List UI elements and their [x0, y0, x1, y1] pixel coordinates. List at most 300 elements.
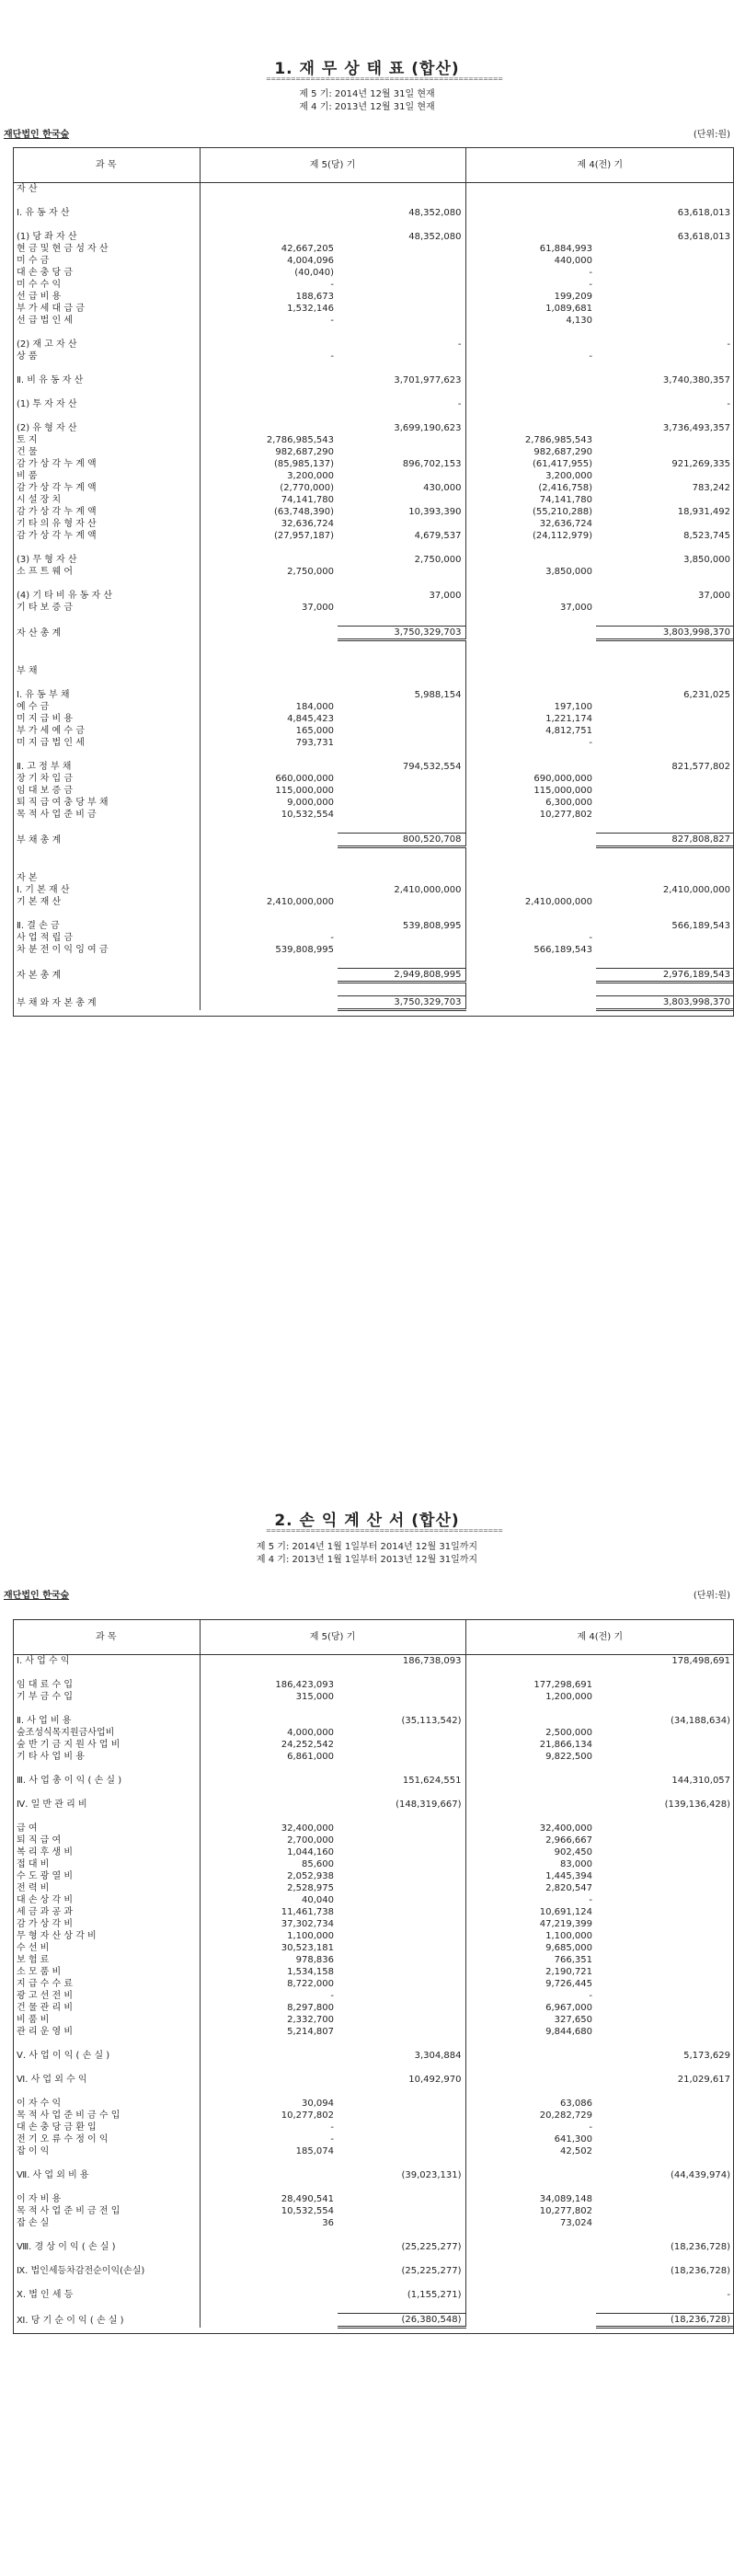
table-row — [13, 1823, 734, 1834]
prior-total-cell — [596, 267, 734, 279]
current-total-cell: (26,380,548) — [338, 2314, 465, 2328]
current-total-cell — [338, 410, 465, 422]
current-total-cell — [338, 896, 465, 908]
spacer-row — [13, 983, 734, 996]
prior-detail-cell: 1,100,000 — [465, 1930, 596, 1942]
prior-total-cell — [596, 896, 734, 908]
current-total-cell: 151,624,551 — [402, 1776, 462, 1786]
current-total-cell: (25,225,277) — [401, 2266, 462, 2276]
prior-detail-cell — [465, 2050, 596, 2062]
current-detail-cell — [200, 920, 338, 932]
table-row — [13, 1799, 734, 1811]
table-row — [13, 2193, 734, 2205]
current-total-cell — [338, 446, 465, 458]
prior-detail-cell: 2,500,000 — [465, 1727, 596, 1739]
current-detail-cell: - — [200, 932, 338, 944]
current-total-cell — [338, 1751, 465, 1763]
current-detail-cell — [200, 231, 338, 243]
prior-total-cell: 18,931,492 — [677, 507, 731, 517]
prior-detail-cell — [465, 374, 596, 386]
current-detail-cell: 37,000 — [200, 602, 338, 614]
account-cell — [13, 847, 200, 861]
prior-total-cell — [596, 518, 734, 530]
prior-detail-cell: 2,190,721 — [465, 1966, 596, 1978]
current-detail-cell: (63,748,390) — [200, 506, 338, 518]
current-total-cell — [338, 665, 465, 677]
prior-total-cell — [596, 1691, 734, 1703]
prior-detail-cell — [465, 2265, 596, 2277]
prior-detail-cell: 73,024 — [465, 2217, 596, 2229]
account-cell: 임 대 보 증 금 — [17, 786, 74, 796]
prior-total-cell — [596, 1787, 734, 1799]
table-row — [13, 872, 734, 884]
prior-total-cell — [596, 2217, 734, 2229]
current-total-cell: 430,000 — [423, 483, 462, 493]
spacer-row — [13, 542, 734, 554]
prior-detail-cell — [465, 183, 596, 196]
prior-total-cell — [596, 542, 734, 554]
prior-detail-cell — [465, 195, 596, 207]
current-total-cell — [338, 1834, 465, 1846]
prior-total-cell: 3,736,493,357 — [662, 423, 731, 433]
account-cell: 선 급 법 인 세 — [17, 316, 74, 326]
current-total-cell — [338, 2038, 465, 2050]
prior-detail-cell — [465, 2181, 596, 2193]
prior-total-cell — [596, 847, 734, 861]
current-total-cell — [338, 847, 465, 861]
prior-detail-cell: 641,300 — [465, 2133, 596, 2145]
current-total-cell — [338, 713, 465, 725]
current-detail-cell — [200, 761, 338, 773]
account-cell: 자 산 총 계 — [17, 627, 62, 638]
prior-total-cell — [596, 640, 734, 654]
current-detail-cell — [200, 908, 338, 920]
current-detail-cell — [200, 207, 338, 219]
prior-detail-cell: 10,277,802 — [465, 809, 596, 821]
account-cell — [13, 195, 200, 207]
prior-detail-cell: - — [465, 279, 596, 291]
current-total-cell — [338, 1727, 465, 1739]
account-cell: 부 채 와 자 본 총 계 — [17, 997, 97, 1008]
account-cell: 전 기 오 류 수 정 이 익 — [17, 2134, 109, 2145]
current-detail-cell — [200, 195, 338, 207]
current-total-cell — [338, 291, 465, 303]
current-total-cell — [338, 315, 465, 327]
account-cell: 건 물 관 리 비 — [17, 2003, 74, 2013]
prior-total-cell: (139,136,428) — [664, 1800, 731, 1810]
current-total-cell — [338, 1870, 465, 1882]
current-detail-cell: 1,532,146 — [200, 303, 338, 315]
current-detail-cell: 10,532,554 — [200, 2205, 338, 2217]
table-row — [13, 482, 734, 494]
current-total-cell: 10,393,390 — [408, 507, 462, 517]
current-total-cell — [338, 494, 465, 506]
current-detail-cell — [200, 542, 338, 554]
prior-total-cell — [596, 1751, 734, 1763]
current-total-cell — [338, 809, 465, 821]
prior-total-cell — [596, 785, 734, 797]
current-total-cell — [338, 1942, 465, 1954]
balance-sheet-table — [13, 147, 734, 1011]
current-total-cell: 800,520,708 — [338, 834, 465, 847]
current-total-cell — [338, 1990, 465, 2002]
prior-detail-cell — [465, 983, 596, 996]
prior-total-cell — [596, 1846, 734, 1858]
current-total-cell — [338, 386, 465, 398]
table-row — [13, 303, 734, 315]
prior-total-cell — [596, 2157, 734, 2169]
table-row — [13, 1990, 734, 2002]
spacer-row — [13, 860, 734, 872]
account-cell — [13, 749, 200, 761]
account-cell: 자 본 — [17, 873, 38, 883]
current-detail-cell: 982,687,290 — [200, 446, 338, 458]
current-detail-cell: 2,332,700 — [200, 2014, 338, 2026]
account-cell: 수 선 비 — [17, 1943, 50, 1953]
current-detail-cell: 10,532,554 — [200, 809, 338, 821]
prior-total-cell — [596, 713, 734, 725]
current-detail-cell: 315,000 — [200, 1691, 338, 1703]
current-total-cell — [338, 956, 465, 969]
table-row — [13, 1655, 734, 1668]
prior-total-cell: 3,740,380,357 — [662, 375, 731, 385]
account-cell — [13, 2086, 200, 2098]
current-detail-cell — [200, 2277, 338, 2289]
table-row — [13, 884, 734, 896]
prior-detail-cell: 197,100 — [465, 701, 596, 713]
prior-detail-cell — [465, 2289, 596, 2301]
current-total-cell: 539,808,995 — [402, 921, 462, 931]
prior-detail-cell — [465, 362, 596, 374]
table-row — [13, 494, 734, 506]
current-detail-cell: 32,636,724 — [200, 518, 338, 530]
current-total-cell — [338, 195, 465, 207]
prior-total-cell — [596, 351, 734, 362]
current-total-cell — [338, 267, 465, 279]
current-detail-cell: - — [200, 2122, 338, 2133]
current-detail-cell — [200, 578, 338, 590]
prior-total-cell — [596, 1990, 734, 2002]
prior-total-cell — [596, 446, 734, 458]
account-cell: 기 타 보 증 금 — [17, 603, 74, 613]
prior-detail-cell: 177,298,691 — [465, 1679, 596, 1691]
current-total-cell — [338, 2181, 465, 2193]
table-row — [13, 1978, 734, 1990]
account-cell: Ⅵ. 사 업 외 수 익 — [17, 2075, 87, 2085]
table-row — [13, 809, 734, 821]
current-total-cell — [338, 2277, 465, 2289]
account-cell: 목 적 사 업 준 비 금 수 입 — [17, 2110, 120, 2121]
table-row — [13, 920, 734, 932]
account-cell: 지 급 수 수 료 — [17, 1979, 74, 1989]
account-cell — [13, 677, 200, 689]
prior-detail-cell: 6,300,000 — [465, 797, 596, 809]
current-detail-cell: 539,808,995 — [200, 944, 338, 956]
current-detail-cell: 2,750,000 — [200, 566, 338, 578]
current-total-cell — [338, 1691, 465, 1703]
current-detail-cell: (85,985,137) — [200, 458, 338, 470]
table-row — [13, 554, 734, 566]
current-total-cell: 3,750,329,703 — [338, 996, 465, 1010]
table-row — [13, 761, 734, 773]
current-detail-cell — [200, 2157, 338, 2169]
account-cell: 부 채 — [17, 666, 38, 676]
current-detail-cell — [200, 665, 338, 677]
account-cell — [13, 1763, 200, 1775]
table-row — [13, 2002, 734, 2014]
current-detail-cell: (40,040) — [200, 267, 338, 279]
account-cell — [13, 2253, 200, 2265]
table-row — [13, 2289, 734, 2301]
table-row — [13, 315, 734, 327]
current-total-cell — [338, 578, 465, 590]
prior-detail-cell: - — [465, 1894, 596, 1906]
prior-total-cell — [596, 219, 734, 231]
account-cell: 소 프 트 웨 어 — [17, 567, 74, 577]
current-detail-cell: 188,673 — [200, 291, 338, 303]
current-detail-cell: 42,667,205 — [200, 243, 338, 255]
account-cell: 대 손 충 당 금 — [17, 268, 74, 278]
account-cell — [13, 2229, 200, 2241]
bs-body — [13, 183, 734, 1010]
table-row — [13, 458, 734, 470]
spacer-row — [13, 1811, 734, 1823]
prior-detail-cell — [465, 2038, 596, 2050]
prior-total-cell — [596, 410, 734, 422]
current-total-cell — [338, 1954, 465, 1966]
table-row — [13, 398, 734, 410]
current-total-cell — [338, 434, 465, 446]
current-detail-cell — [200, 1703, 338, 1715]
current-detail-cell — [200, 1787, 338, 1799]
account-cell: Ⅱ. 비 유 동 자 산 — [17, 375, 84, 385]
bs-header-current: 제 5(당) 기 — [200, 147, 465, 183]
table-row — [13, 590, 734, 602]
account-cell: 임 대 료 수 입 — [17, 1680, 74, 1690]
current-detail-cell — [200, 834, 338, 847]
account-cell — [13, 410, 200, 422]
prior-detail-cell — [465, 689, 596, 701]
total-row — [13, 969, 734, 983]
current-detail-cell: 8,722,000 — [200, 1978, 338, 1990]
current-total-cell — [338, 470, 465, 482]
current-total-cell: 5,988,154 — [414, 690, 462, 700]
current-total-cell — [338, 932, 465, 944]
table-row — [13, 1691, 734, 1703]
account-cell: 급 여 — [17, 1823, 38, 1834]
account-cell — [13, 956, 200, 969]
account-cell: (3) 무 형 자 산 — [17, 555, 77, 565]
current-total-cell: 4,679,537 — [414, 531, 462, 541]
prior-detail-cell — [465, 1703, 596, 1715]
is-header-prior: 제 4(전) 기 — [465, 1619, 734, 1655]
account-cell: 감 가 상 각 누 계 액 — [17, 507, 97, 517]
account-cell: 퇴 직 급 여 충 당 부 채 — [17, 798, 109, 808]
account-cell: Ⅰ. 사 업 수 익 — [17, 1656, 70, 1666]
prior-total-cell — [596, 279, 734, 291]
prior-total-cell: (18,236,728) — [596, 2314, 734, 2328]
spacer-row — [13, 327, 734, 339]
current-detail-cell: 2,700,000 — [200, 1834, 338, 1846]
current-total-cell — [338, 542, 465, 554]
current-total-cell — [338, 908, 465, 920]
current-total-cell: 3,750,329,703 — [338, 627, 465, 640]
prior-detail-cell: 32,636,724 — [465, 518, 596, 530]
current-detail-cell — [200, 749, 338, 761]
prior-detail-cell — [465, 640, 596, 654]
current-total-cell: 3,304,884 — [414, 2051, 462, 2061]
prior-detail-cell — [465, 2301, 596, 2314]
prior-total-cell — [596, 1727, 734, 1739]
account-cell: 사 업 적 립 금 — [17, 933, 74, 943]
prior-total-cell: - — [727, 2290, 731, 2300]
prior-detail-cell — [465, 327, 596, 339]
prior-detail-cell — [465, 1667, 596, 1679]
prior-detail-cell: 3,200,000 — [465, 470, 596, 482]
prior-total-cell — [596, 434, 734, 446]
current-total-cell — [338, 2133, 465, 2145]
current-detail-cell — [200, 422, 338, 434]
table-row — [13, 701, 734, 713]
current-detail-cell — [200, 689, 338, 701]
current-total-cell — [338, 773, 465, 785]
bs-title: 1. 재 무 상 태 표 (합산) — [274, 60, 460, 78]
current-detail-cell: 1,100,000 — [200, 1930, 338, 1942]
prior-total-cell — [596, 2002, 734, 2014]
prior-detail-cell: - — [465, 932, 596, 944]
account-cell: 수 도 광 열 비 — [17, 1871, 74, 1881]
table-row — [13, 689, 734, 701]
prior-detail-cell — [465, 2074, 596, 2086]
current-total-cell — [338, 1930, 465, 1942]
table-row — [13, 2026, 734, 2038]
current-total-cell — [338, 872, 465, 884]
account-cell — [13, 614, 200, 627]
current-total-cell — [338, 1823, 465, 1834]
total-row — [13, 834, 734, 847]
spacer-row — [13, 386, 734, 398]
account-cell: 감 가 상 각 누 계 액 — [17, 459, 97, 469]
prior-detail-cell — [465, 614, 596, 627]
spacer-row — [13, 821, 734, 834]
prior-detail-cell: 10,691,124 — [465, 1906, 596, 1918]
current-detail-cell: 793,731 — [200, 737, 338, 749]
prior-total-cell: (18,236,728) — [670, 2266, 731, 2276]
bs-unit: (단위:원) — [693, 130, 730, 140]
prior-total-cell — [596, 749, 734, 761]
current-detail-cell — [200, 590, 338, 602]
spacer-row — [13, 1703, 734, 1715]
account-cell: 미 수 금 — [17, 256, 50, 266]
prior-total-cell — [596, 327, 734, 339]
current-detail-cell — [200, 996, 338, 1010]
table-row — [13, 2122, 734, 2133]
account-cell: 소 모 품 비 — [17, 1967, 62, 1977]
table-row — [13, 231, 734, 243]
spacer-row — [13, 219, 734, 231]
prior-detail-cell — [465, 1787, 596, 1799]
current-detail-cell — [200, 2050, 338, 2062]
account-cell — [13, 640, 200, 654]
current-total-cell — [338, 255, 465, 267]
account-cell: 목 적 사 업 준 비 금 — [17, 810, 97, 820]
prior-detail-cell — [465, 1763, 596, 1775]
current-detail-cell: 2,052,938 — [200, 1870, 338, 1882]
prior-detail-cell — [465, 920, 596, 932]
total-row — [13, 996, 734, 1010]
spacer-row — [13, 2062, 734, 2074]
account-cell: 비 품 비 — [17, 2015, 50, 2025]
account-cell — [13, 2062, 200, 2074]
account-cell: 차 분 전 이 익 잉 여 금 — [17, 945, 109, 955]
account-cell: 미 지 급 비 용 — [17, 714, 74, 724]
account-cell — [13, 2181, 200, 2193]
prior-detail-cell: 21,866,134 — [465, 1739, 596, 1751]
is-title-underline: ================================================ — [266, 1527, 503, 1535]
prior-total-cell — [596, 1894, 734, 1906]
prior-detail-cell — [465, 422, 596, 434]
table-row — [13, 725, 734, 737]
table-row — [13, 2014, 734, 2026]
account-cell: 부 가 세 예 수 금 — [17, 726, 85, 736]
prior-detail-cell: 9,685,000 — [465, 1942, 596, 1954]
account-cell: 잡 이 익 — [17, 2146, 50, 2156]
prior-total-cell: 566,189,543 — [671, 921, 731, 931]
table-row — [13, 797, 734, 809]
prior-detail-cell: 982,687,290 — [465, 446, 596, 458]
prior-total-cell — [596, 470, 734, 482]
account-cell: 기 부 금 수 입 — [17, 1692, 74, 1702]
current-detail-cell: 85,600 — [200, 1858, 338, 1870]
current-total-cell — [338, 725, 465, 737]
prior-detail-cell: 4,812,751 — [465, 725, 596, 737]
prior-total-cell — [596, 1906, 734, 1918]
table-row — [13, 773, 734, 785]
account-cell: 부 채 총 계 — [17, 834, 62, 845]
table-row — [13, 530, 734, 542]
table-row — [13, 2145, 734, 2157]
current-detail-cell — [200, 339, 338, 351]
spacer-row — [13, 640, 734, 654]
current-total-cell — [338, 1739, 465, 1751]
table-row — [13, 2217, 734, 2229]
current-detail-cell — [200, 2169, 338, 2181]
prior-detail-cell: 2,786,985,543 — [465, 434, 596, 446]
account-cell: 전 력 비 — [17, 1883, 50, 1893]
account-cell: 대 손 상 각 비 — [17, 1895, 74, 1905]
current-detail-cell: - — [200, 1990, 338, 2002]
prior-total-cell: 21,029,617 — [677, 2075, 731, 2085]
income-statement-table — [13, 1619, 734, 2329]
account-cell — [13, 1811, 200, 1823]
prior-total-cell: 63,618,013 — [677, 208, 731, 218]
prior-total-cell — [596, 2062, 734, 2074]
prior-detail-cell — [465, 2314, 596, 2328]
prior-total-cell — [596, 1763, 734, 1775]
prior-total-cell — [596, 1703, 734, 1715]
spacer-row — [13, 578, 734, 590]
current-detail-cell: - — [200, 2133, 338, 2145]
is-period-current: 제 5 기: 2014년 1월 1일부터 2014년 12월 31일까지 — [256, 1542, 478, 1552]
prior-detail-cell: 1,445,394 — [465, 1870, 596, 1882]
account-cell: 숲조성식목지원금사업비 — [17, 1728, 115, 1738]
prior-total-cell — [596, 1966, 734, 1978]
prior-detail-cell — [465, 2086, 596, 2098]
prior-total-cell — [596, 677, 734, 689]
table-row — [13, 1751, 734, 1763]
prior-detail-cell: 34,089,148 — [465, 2193, 596, 2205]
bs-corp-name: 재단법인 한국숲 — [4, 130, 70, 140]
